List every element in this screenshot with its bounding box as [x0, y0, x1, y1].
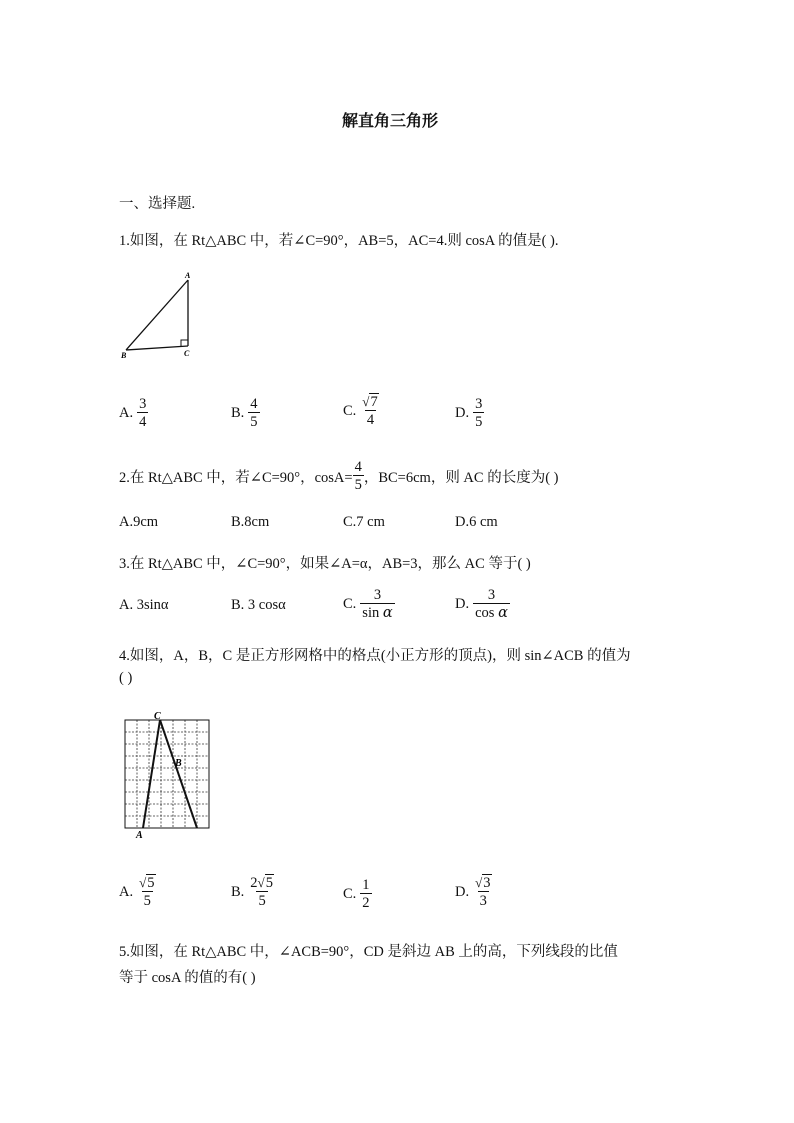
q1-option-b: B. $\frac{4}{5}$ [231, 396, 258, 430]
q2-option-a: A.9cm [119, 514, 159, 530]
q2-option-d: D.6 cm [455, 514, 498, 530]
question-5-text-line2: 等于 cosA 的值的有( ) [119, 970, 256, 986]
q4-option-c: C. $\frac{1}{2}$ [343, 877, 370, 911]
page-title: 解直角三角形 [342, 113, 439, 130]
q4-option-d: D. $\frac{√3}{3}$ [455, 875, 491, 909]
q1-option-d: D. $\frac{3}{5}$ [455, 396, 483, 430]
q1-option-c: C. $\frac{√7}{4}$ [343, 394, 378, 428]
grid-label-a: A [136, 830, 143, 840]
question-3-text: 3.在 Rt△ABC 中，∠C=90°，如果∠A=α，AB=3，那么 AC 等于( ) [119, 556, 531, 572]
question-1-text: 1.如图，在 Rt△ABC 中，若∠C=90°，AB=5，AC=4.则 cosA 的值是( ). [119, 233, 559, 249]
sqrt-icon: √ [139, 875, 147, 890]
q4-option-a: A. $\frac{√5}{5}$ [119, 875, 155, 909]
q2-option-b: B.8cm [231, 514, 270, 530]
q4-option-b: B. $\frac{2√5}{5}$ [231, 875, 273, 909]
question-2-text: 2.在 Rt△ABC 中，若∠C=90°，cosA= $\frac{4}{5}$ ，BC=6cm，则 AC 的长度为( ) [119, 459, 559, 493]
q3-option-d: D. $\frac{3}{\text{cos α}}$ [455, 587, 508, 621]
triangle-label-a: A [185, 271, 191, 280]
triangle-label-b: B [121, 351, 127, 360]
question-4-grid-figure [120, 710, 220, 840]
sqrt-icon: √ [362, 394, 370, 409]
question-1-triangle-figure [118, 270, 208, 365]
question-4-text-line1: 4.如图，A，B，C 是正方形网格中的格点(小正方形的顶点)，则 sin∠ACB 的值为 [119, 648, 631, 664]
sqrt-icon: √ [257, 875, 265, 890]
question-5-text-line1: 5.如图，在 Rt△ABC 中，∠ACB=90°，CD 是斜边 AB 上的高，下列线段的比值 [119, 944, 618, 960]
q3-option-c: C. $\frac{3}{\text{sin α}}$ [343, 587, 393, 621]
question-4-text-line2: ( ) [119, 670, 133, 686]
q2-option-c: C.7 cm [343, 514, 385, 530]
q3-option-b: B. 3 cosα [231, 597, 286, 613]
grid-label-b: B [175, 758, 182, 769]
section-heading: 一、选择题. [119, 196, 196, 212]
triangle-label-c: C [184, 349, 190, 358]
q3-option-a: A. 3sinα [119, 597, 169, 613]
grid-label-c: C [154, 711, 161, 722]
q1-option-a: A. $\frac{3}{4}$ [119, 396, 147, 430]
sqrt-icon: √ [475, 875, 483, 890]
